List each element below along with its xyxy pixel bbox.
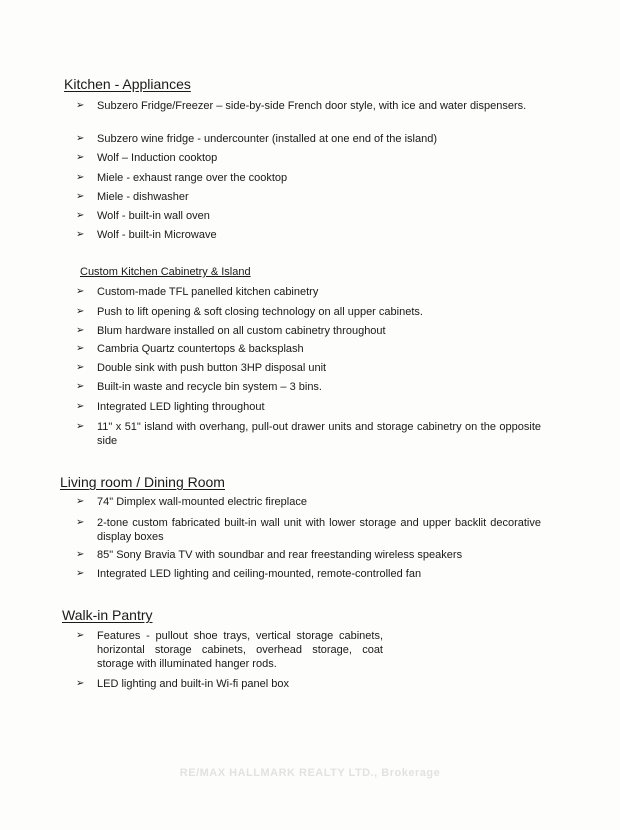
section-title-walkin-pantry: Walk-in Pantry [62, 607, 153, 623]
list-item: ➢ Wolf - built-in Microwave [76, 229, 217, 241]
arrow-bullet-icon: ➢ [76, 306, 85, 317]
list-item: ➢ LED lighting and built-in Wi-fi panel box [76, 678, 289, 690]
list-item: ➢ Integrated LED lighting throughout [76, 401, 265, 413]
arrow-bullet-icon: ➢ [76, 381, 85, 392]
list-item: ➢ Blum hardware installed on all custom cabinetry throughout [76, 325, 386, 337]
list-item: ➢ Wolf - built-in wall oven [76, 210, 210, 222]
list-item: ➢ 74" Dimplex wall-mounted electric fireplace [76, 496, 307, 508]
arrow-bullet-icon: ➢ [76, 362, 85, 373]
arrow-bullet-icon: ➢ [76, 172, 85, 183]
list-item: ➢ 2-tone custom fabricated built-in wall unit with lower storage and upper backlit decorative display boxes [76, 517, 541, 543]
arrow-bullet-icon: ➢ [76, 229, 85, 240]
arrow-bullet-icon: ➢ [76, 630, 85, 641]
arrow-bullet-icon: ➢ [76, 568, 85, 579]
list-item: ➢ Subzero wine fridge - undercounter (installed at one end of the island) [76, 133, 437, 145]
arrow-bullet-icon: ➢ [76, 191, 85, 202]
list-item: ➢ Wolf – Induction cooktop [76, 152, 218, 164]
arrow-bullet-icon: ➢ [76, 152, 85, 163]
arrow-bullet-icon: ➢ [76, 549, 85, 560]
arrow-bullet-icon: ➢ [76, 517, 85, 528]
list-item: ➢ Custom-made TFL panelled kitchen cabinetry [76, 286, 319, 298]
arrow-bullet-icon: ➢ [76, 496, 85, 507]
arrow-bullet-icon: ➢ [76, 401, 85, 412]
list-item: ➢ Push to lift opening & soft closing technology on all upper cabinets. [76, 306, 423, 318]
arrow-bullet-icon: ➢ [76, 210, 85, 221]
list-item: ➢ Features - pullout shoe trays, vertical storage cabinets, horizontal storage cabinets, overhead storage, coat storage with illuminated hanger rods. [76, 630, 383, 670]
section-title-living-dining: Living room / Dining Room [60, 474, 225, 490]
arrow-bullet-icon: ➢ [76, 286, 85, 297]
arrow-bullet-icon: ➢ [76, 343, 85, 354]
arrow-bullet-icon: ➢ [76, 133, 85, 144]
list-item: ➢ Double sink with push button 3HP disposal unit [76, 362, 327, 374]
arrow-bullet-icon: ➢ [76, 325, 85, 336]
arrow-bullet-icon: ➢ [76, 421, 85, 432]
arrow-bullet-icon: ➢ [76, 678, 85, 689]
section-title-kitchen-appliances: Kitchen - Appliances [64, 76, 191, 92]
list-item: ➢ Subzero Fridge/Freezer – side-by-side French door style, with ice and water dispensers. [76, 100, 527, 112]
list-item: ➢ 11" x 51" island with overhang, pull-out drawer units and storage cabinetry on the opposite side [76, 421, 541, 447]
list-item: ➢ Miele - exhaust range over the cooktop [76, 172, 288, 184]
list-item: ➢ Integrated LED lighting and ceiling-mounted, remote-controlled fan [76, 568, 422, 580]
arrow-bullet-icon: ➢ [76, 100, 85, 111]
list-item: ➢ Miele - dishwasher [76, 191, 189, 203]
list-item: ➢ Cambria Quartz countertops & backsplash [76, 343, 304, 355]
list-item: ➢ 85" Sony Bravia TV with soundbar and rear freestanding wireless speakers [76, 549, 463, 561]
brokerage-watermark: RE/MAX HALLMARK REALTY LTD., Brokerage [179, 767, 441, 779]
section-title-custom-cabinetry: Custom Kitchen Cabinetry & Island [80, 266, 251, 278]
list-item: ➢ Built-in waste and recycle bin system – 3 bins. [76, 381, 322, 393]
